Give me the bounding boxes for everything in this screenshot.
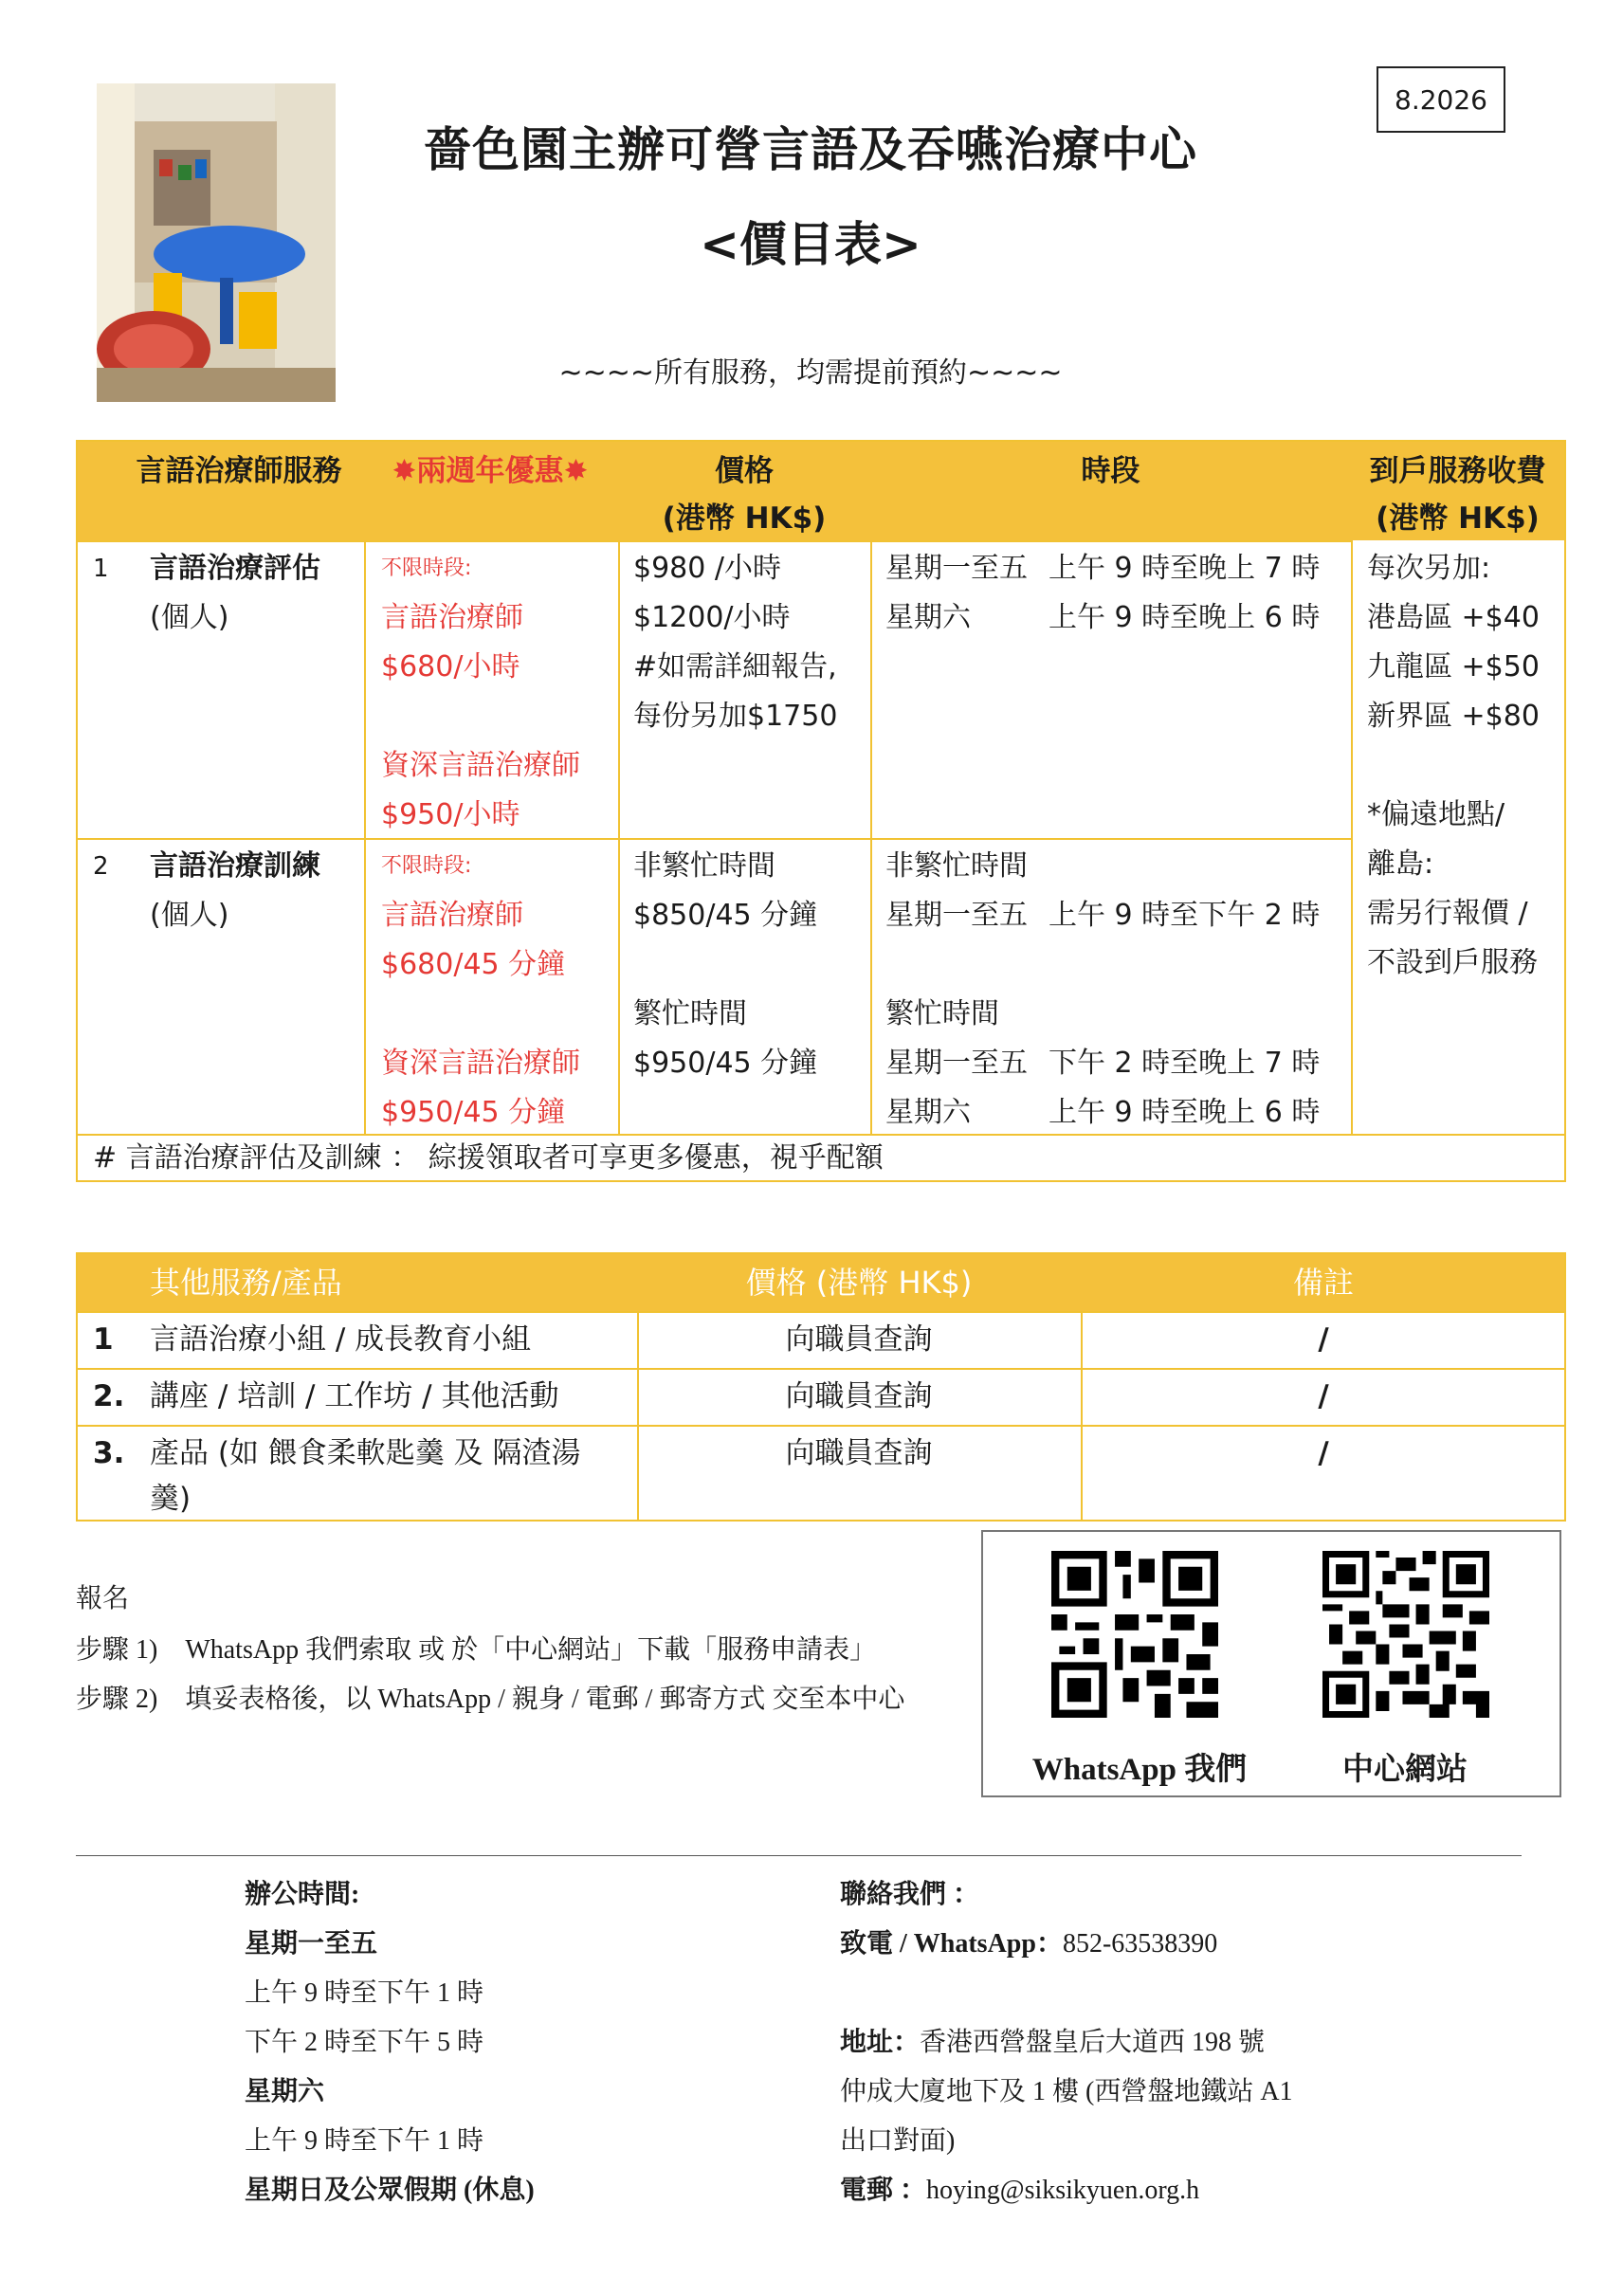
- table-footnote: # 言語治療評估及訓練 ： 綜援領取者可享更多優惠，視乎配額: [93, 1141, 884, 1175]
- office-saturday-hours: 上午 9 時至下午 1 時: [245, 2126, 484, 2156]
- time-day: 星期一至五: [885, 552, 1028, 585]
- header-item: 其他服務/產品: [150, 1265, 342, 1301]
- home-service-line: 九龍區 +$50: [1367, 650, 1540, 683]
- row-number: 1: [93, 555, 109, 583]
- header-promo: ✸兩週年優惠✸: [392, 454, 589, 488]
- registration-title: 報名: [76, 1584, 130, 1613]
- office-weekday-pm: 下午 2 時至下午 5 時: [245, 2028, 484, 2057]
- step-text: 填妥表格後，以 WhatsApp / 親身 / 電郵 / 郵寄方式 交至本中心: [185, 1685, 905, 1714]
- booking-note: ~~~~所有服務，均需提前預約~~~~: [558, 356, 1063, 390]
- page-title: 嗇色園主辦可營言語及吞嚥治療中心: [424, 122, 1197, 177]
- service-name: [150, 544, 320, 643]
- service-name: [150, 842, 320, 940]
- whatsapp-qr-label: WhatsApp 我們: [1031, 1753, 1248, 1787]
- item-name: [150, 1430, 581, 1522]
- contact-title: 聯絡我們 ：: [840, 1880, 980, 1909]
- contact-phone: [840, 1922, 1217, 1960]
- phone-number[interactable]: 852-63538390: [1062, 1929, 1218, 1959]
- promo-cell: [381, 842, 580, 1138]
- price-line: 非繁忙時間: [633, 849, 775, 883]
- time-hours: 下午 2 時至晚上 7 時: [1049, 1047, 1321, 1080]
- item-remark: /: [1318, 1379, 1329, 1413]
- promo-line: 資深言語治療師: [381, 1047, 580, 1080]
- version-box: [1377, 66, 1505, 133]
- phone-label: 致電 / WhatsApp：: [840, 1929, 1063, 1959]
- header-remark: 備註: [1292, 1265, 1354, 1301]
- promo-line: 言語治療師: [381, 601, 523, 634]
- time-day: 星期一至五: [885, 899, 1028, 932]
- price-line: $950/45 分鐘: [633, 1047, 818, 1080]
- item-name: 講座 / 培訓 / 工作坊 / 其他活動: [150, 1379, 559, 1413]
- email-address[interactable]: hoying@siksikyuen.org.h: [926, 2176, 1200, 2205]
- website-qr-label: 中心網站: [1342, 1753, 1468, 1787]
- promo-line: $950/小時: [381, 798, 520, 831]
- page-subtitle: <價目表>: [700, 217, 921, 272]
- header-service: 言語治療師服務: [136, 454, 342, 488]
- home-service-line: 離島:: [1367, 847, 1434, 881]
- time-day: 繁忙時間: [885, 997, 999, 1030]
- website-qr-code[interactable]: [1322, 1551, 1489, 1718]
- home-service-cell: [1367, 544, 1540, 988]
- address-line: 出口對面): [840, 2126, 956, 2156]
- home-service-line: 需另行報價 /: [1367, 897, 1528, 930]
- step-label: 步驟 1): [76, 1635, 158, 1665]
- item-price: 向職員查詢: [785, 1436, 933, 1470]
- promo-line: $680/45 分鐘: [381, 948, 566, 981]
- price-cell: [633, 544, 837, 741]
- header-price: 價格: [715, 454, 774, 488]
- time-hours: 上午 9 時至下午 2 時: [1049, 899, 1321, 932]
- price-line: #如需詳細報告,: [633, 650, 837, 683]
- item-name-line: 產品 (如 餵食柔軟匙羹 及 隔渣湯: [150, 1436, 581, 1470]
- speech-therapy-price-table: [76, 440, 1566, 1182]
- service-type: (個人): [150, 899, 229, 932]
- item-price: 向職員查詢: [785, 1379, 933, 1413]
- email-label: 電郵 ：: [840, 2176, 927, 2205]
- time-day: 星期一至五: [885, 1047, 1028, 1080]
- service-title: 言語治療評估: [150, 552, 320, 585]
- home-service-line: 不設到戶服務: [1367, 946, 1538, 979]
- home-service-line: *偏遠地點/: [1367, 798, 1505, 831]
- registration-step-2: [76, 1678, 904, 1716]
- contact-email: [840, 2169, 1199, 2207]
- promo-cell: [381, 544, 580, 840]
- time-hours: 上午 9 時至晚上 7 時: [1049, 552, 1321, 585]
- price-line: $980 /小時: [633, 552, 781, 585]
- step-text: WhatsApp 我們索取 或 於「中心網站」下載「服務申請表」: [185, 1635, 877, 1665]
- header-home-service: 到戶服務收費: [1369, 454, 1546, 488]
- promo-line: 資深言語治療師: [381, 749, 580, 782]
- header-price-currency: (港幣 HK$): [662, 501, 827, 536]
- office-hours-title: 辦公時間:: [245, 1880, 360, 1909]
- row-number: 3.: [93, 1436, 125, 1470]
- promo-line: $680/小時: [381, 650, 520, 683]
- time-hours: 上午 9 時至晚上 6 時: [1049, 601, 1321, 634]
- home-service-line: 港島區 +$40: [1367, 601, 1540, 634]
- header-home-currency: (港幣 HK$): [1376, 501, 1540, 536]
- time-day: 非繁忙時間: [885, 849, 1028, 883]
- time-hours: 上午 9 時至晚上 6 時: [1049, 1096, 1321, 1129]
- price-line: $850/45 分鐘: [633, 899, 818, 932]
- qr-code-panel: [981, 1530, 1561, 1797]
- promo-line: $950/45 分鐘: [381, 1096, 566, 1129]
- row-number: 1: [93, 1322, 114, 1357]
- version-label: 8.2026: [1395, 83, 1487, 116]
- address-label: 地址：: [840, 2028, 921, 2057]
- price-cell: [633, 842, 817, 1088]
- time-day: 星期六: [885, 601, 971, 634]
- price-line: 每份另加$1750: [633, 700, 838, 733]
- promo-tag: 不限時段:: [381, 556, 472, 580]
- promo-line: 言語治療師: [381, 899, 523, 932]
- address-line: 香港西營盤皇后大道西 198 號: [920, 2028, 1266, 2057]
- office-weekday-am: 上午 9 時至下午 1 時: [245, 1978, 484, 2008]
- time-day: 星期六: [885, 1096, 971, 1129]
- office-closed-note: 星期日及公眾假期 (休息): [245, 2176, 535, 2205]
- contact-address: [840, 2021, 1265, 2059]
- row-number: 2: [93, 852, 109, 881]
- home-service-line: 新界區 +$80: [1367, 700, 1540, 733]
- row-number: 2.: [93, 1379, 125, 1413]
- registration-step-1: [76, 1629, 876, 1667]
- service-type: (個人): [150, 601, 229, 634]
- other-services-table: [76, 1252, 1566, 1522]
- whatsapp-qr-code[interactable]: [1051, 1551, 1218, 1718]
- home-service-line: 每次另加:: [1367, 552, 1491, 585]
- item-name: 言語治療小組 / 成長教育小組: [150, 1322, 532, 1357]
- price-line: 繁忙時間: [633, 997, 747, 1030]
- item-price: 向職員查詢: [785, 1322, 933, 1357]
- price-line: $1200/小時: [633, 601, 791, 634]
- step-label: 步驟 2): [76, 1685, 158, 1714]
- header-price: 價格 (港幣 HK$): [745, 1265, 973, 1301]
- office-saturday-label: 星期六: [245, 2077, 325, 2106]
- item-remark: /: [1318, 1436, 1329, 1470]
- address-line: 仲成大廈地下及 1 樓 (西營盤地鐵站 A1: [840, 2077, 1293, 2106]
- header-time: 時段: [1081, 454, 1140, 488]
- time-cell: [885, 544, 1320, 643]
- item-remark: /: [1318, 1322, 1329, 1357]
- office-weekday-label: 星期一至五: [245, 1929, 378, 1959]
- time-cell: [885, 842, 1320, 1138]
- service-title: 言語治療訓練: [150, 849, 320, 883]
- item-name-line: 羹): [150, 1482, 191, 1516]
- promo-tag: 不限時段:: [381, 854, 472, 878]
- footer-divider: [76, 1855, 1522, 1857]
